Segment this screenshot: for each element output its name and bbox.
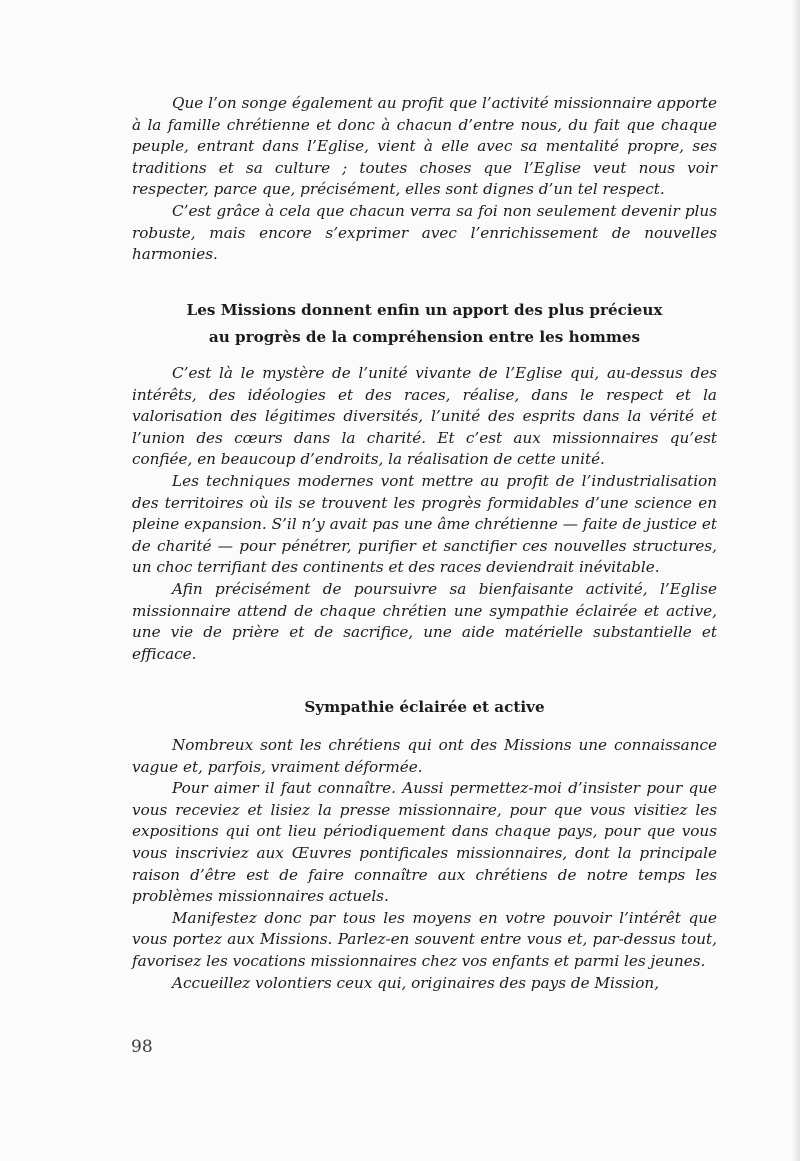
section-unity [132,363,717,665]
paragraph: Afin précisément de poursuivre sa bienfaisante activité, l’Eglise missionnaire attend de chaque chrétien une sympathie éclairée et active, une vie de prière et de sacrifice, une aide matérielle substantielle et efficace. [132,579,717,663]
paragraph: Pour aimer il faut connaître. Aussi permettez-moi d’insister pour que vous receviez et lisiez la presse missionnaire, pour que vous visitiez les expositions qui ont lieu périodiquement dans chaque pays, pour que vous vous inscriviez aux Œuvres pontificales missionnaires, dont la principale raison d’être est de faire connaître aux chrétiens de notre temps les problèmes missionnaires actuels. [132,779,717,906]
paragraph: Accueillez volontiers ceux qui, originaires des pays de Mission, [172,973,660,992]
page-edge-shadow [792,0,800,1161]
paragraph: Manifestez donc par tous les moyens en votre pouvoir l’intérêt que vous portez aux Missions. Parlez-en souvent entre vous et, par-dessus tout, favorisez les vocations missionnaires chez vos enfants et parmi les jeunes. [132,908,717,970]
heading-line: Les Missions donnent enfin un apport des plus précieux [186,301,663,319]
section-heading-understanding [132,297,717,351]
page-number: 98 [131,1037,153,1057]
paragraph: C’est là le mystère de l’unité vivante de l’Eglise qui, au-dessus des intérêts, des idéologies et des races, réalise, dans le respect et la valorisation des légitimes diversités, l’unité des esprits dans la vérité et l’union des cœurs dans la charité. Et c’est aux missionnaires qu’est confiée, en beaucoup d’endroits, la réalisation de cette unité. [132,364,717,469]
section-heading-sympathy [132,694,717,721]
paragraph: Les techniques modernes vont mettre au profit de l’industrialisation des territoires où ils se trouvent les progrès formidables d’une science en pleine expansion. S’il n’y avait pas une âme chrétienne — faite de justice et de charité — pour pénétrer, purifier et sanctifier ces nouvelles structures, un choc terrifiant des continents et des races deviendrait inévitable. [132,471,717,577]
heading-line: Sympathie éclairée et active [304,698,545,716]
section-missionary-contribution [132,93,717,266]
paragraph: Que l’on songe également au profit que l’activité missionnaire apporte à la famille chrétienne et donc à chacun d’entre nous, du fait que chaque peuple, entrant dans l’Eglise, vient à elle avec sa mentalité propre, ses traditions et sa culture ; toutes choses que l’Eglise veut nous voir respecter, parce que, précisément, elles sont dignes d’un tel respect. [132,94,717,199]
heading-line: au progrès de la compréhension entre les hommes [208,328,641,346]
section-sympathy [132,735,717,994]
paragraph: C’est grâce à cela que chacun verra sa foi non seulement devenir plus robuste, mais encore s’exprimer avec l’enrichissement de nouvelles harmonies. [132,201,717,264]
paragraph: Nombreux sont les chrétiens qui ont des Missions une connaissance vague et, parfois, vraiment déformée. [132,736,717,776]
